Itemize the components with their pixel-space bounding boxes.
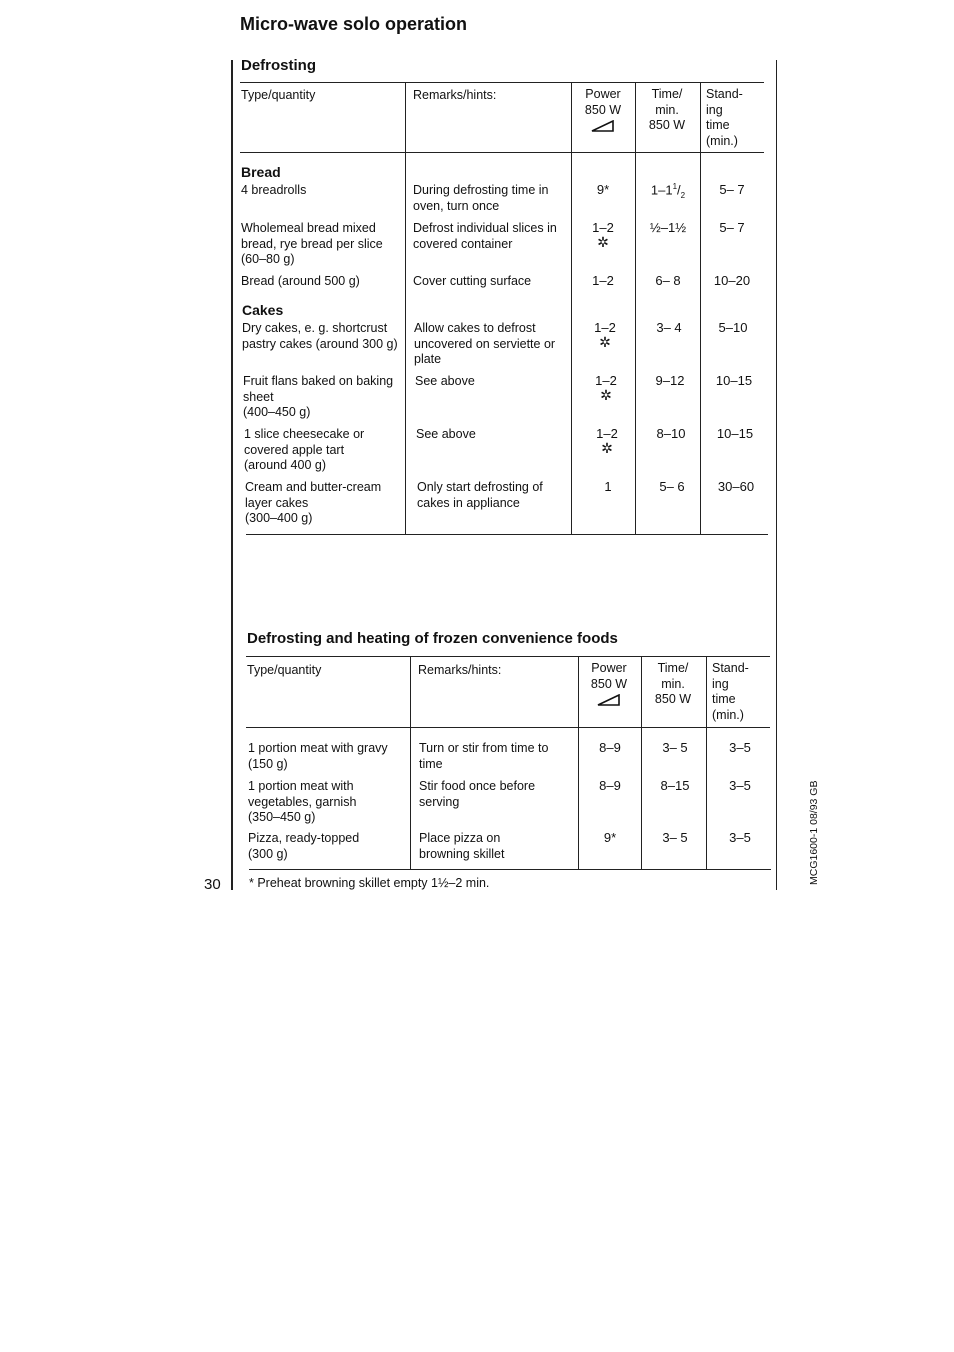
table-row-power: 8–9	[599, 740, 621, 755]
header-standing-time: Stand- ing time (min.)	[712, 661, 749, 722]
table-row-power: 9*	[596, 182, 610, 197]
table-row-time: 8–10	[656, 426, 686, 441]
table-row-time: 6– 8	[655, 273, 681, 288]
page-number: 30	[204, 876, 221, 893]
table-row-remarks: Only start defrosting of cakes in appliance	[417, 480, 543, 510]
table-row-power: 1–2 ✲	[579, 426, 635, 455]
table-row-remarks: See above	[415, 374, 475, 388]
table-row-time: $1-1^1/_2$	[650, 182, 686, 200]
table-row-remarks: Turn or stir from time to time	[419, 741, 549, 771]
table-row-time: 3– 5	[662, 740, 688, 755]
table-row-remarks: Cover cutting surface	[413, 274, 532, 288]
header-power: Power 850 W	[575, 87, 631, 132]
table-row-standing: 5–10	[718, 320, 748, 335]
table-row-time: 8–15	[660, 778, 690, 793]
margin-rule	[231, 60, 233, 890]
table-row-type: Bread (around 500 g)	[241, 274, 360, 288]
table-row-type: 1 slice cheesecake or covered apple tart (around 400 g)	[244, 427, 365, 472]
table-row-type: 1 portion meat with vegetables, garnish (350–450 g)	[248, 779, 357, 824]
header-power: Power 850 W	[581, 661, 637, 706]
table-row-power: 9*	[603, 830, 617, 845]
page-title: Micro-wave solo operation	[240, 14, 468, 34]
power-wedge-icon	[597, 694, 621, 706]
table-row-standing: 3–5	[729, 830, 751, 845]
table-row-standing: 10–15	[716, 426, 754, 441]
table-row-type: Dry cakes, e. g. shortcrust pastry cakes (around 300 g)	[242, 321, 398, 351]
table-row-time: 3– 5	[662, 830, 688, 845]
table-row-standing: 30–60	[717, 479, 755, 494]
table-row-type: Pizza, ready-topped (300 g)	[248, 831, 360, 861]
table-row-type: 1 portion meat with gravy (150 g)	[248, 741, 388, 771]
table-row-time: 3– 4	[656, 320, 682, 335]
section-heading-defrosting: Defrosting	[241, 57, 316, 74]
snowflake-icon: ✲	[599, 334, 611, 350]
table-row-remarks: Defrost individual slices in covered container	[413, 221, 557, 251]
table-row-type: Fruit flans baked on baking sheet (400–450 g)	[243, 374, 394, 419]
header-remarks: Remarks/hints:	[413, 88, 497, 102]
table-row-remarks: See above	[416, 427, 476, 441]
category-cakes: Cakes	[242, 302, 284, 318]
table-row-standing: 3–5	[729, 740, 751, 755]
footnote: * Preheat browning skillet empty 1½–2 min.	[249, 876, 490, 890]
table-row-power: 8–9	[599, 778, 621, 793]
table-row-power: 1	[604, 479, 612, 494]
table-row-remarks: Stir food once before serving	[419, 779, 536, 809]
header-remarks: Remarks/hints:	[418, 663, 502, 677]
table-row-standing: 10–20	[713, 273, 751, 288]
section-heading-frozen-foods: Defrosting and heating of frozen convenience foods	[247, 630, 618, 647]
table-row-time: ½–1½	[649, 220, 687, 235]
snowflake-icon: ✲	[597, 234, 609, 250]
table-row-time: 9–12	[655, 373, 685, 388]
table-row-remarks: Allow cakes to defrost uncovered on serviette or plate	[414, 321, 556, 366]
document-code: MCG1600-1 08/93 GB	[808, 780, 820, 885]
table-row-power: 1–2 ✲	[575, 220, 631, 249]
table-row-standing: 10–15	[715, 373, 753, 388]
table-row-standing: 3–5	[729, 778, 751, 793]
table-row-remarks: Place pizza on browning skillet	[419, 831, 505, 861]
header-type: Type/quantity	[247, 663, 322, 677]
header-standing-time: Stand- ing time (min.)	[706, 87, 743, 148]
table-row-time: 5– 6	[659, 479, 685, 494]
table-row-type: Cream and butter-cream layer cakes (300–400 g)	[245, 480, 382, 525]
table-row-standing: 5– 7	[719, 220, 745, 235]
header-time: Time/ min. 850 W	[648, 87, 686, 132]
table-row-power: 1–2 ✲	[578, 373, 634, 402]
header-time: Time/ min. 850 W	[654, 661, 692, 706]
category-bread: Bread	[241, 164, 281, 180]
table-row-standing: 5– 7	[719, 182, 745, 197]
table-row-power: 1–2	[592, 273, 614, 288]
snowflake-icon: ✲	[600, 387, 612, 403]
right-edge-rule	[776, 60, 777, 890]
table-row-type: Wholemeal bread mixed bread, rye bread per slice (60–80 g)	[241, 221, 383, 266]
header-type: Type/quantity	[241, 88, 316, 102]
power-wedge-icon	[591, 120, 615, 132]
snowflake-icon: ✲	[601, 440, 613, 456]
table-row-type: 4 breadrolls	[241, 183, 307, 197]
table-row-remarks: During defrosting time in oven, turn once	[413, 183, 549, 213]
table-row-power: 1–2 ✲	[577, 320, 633, 349]
